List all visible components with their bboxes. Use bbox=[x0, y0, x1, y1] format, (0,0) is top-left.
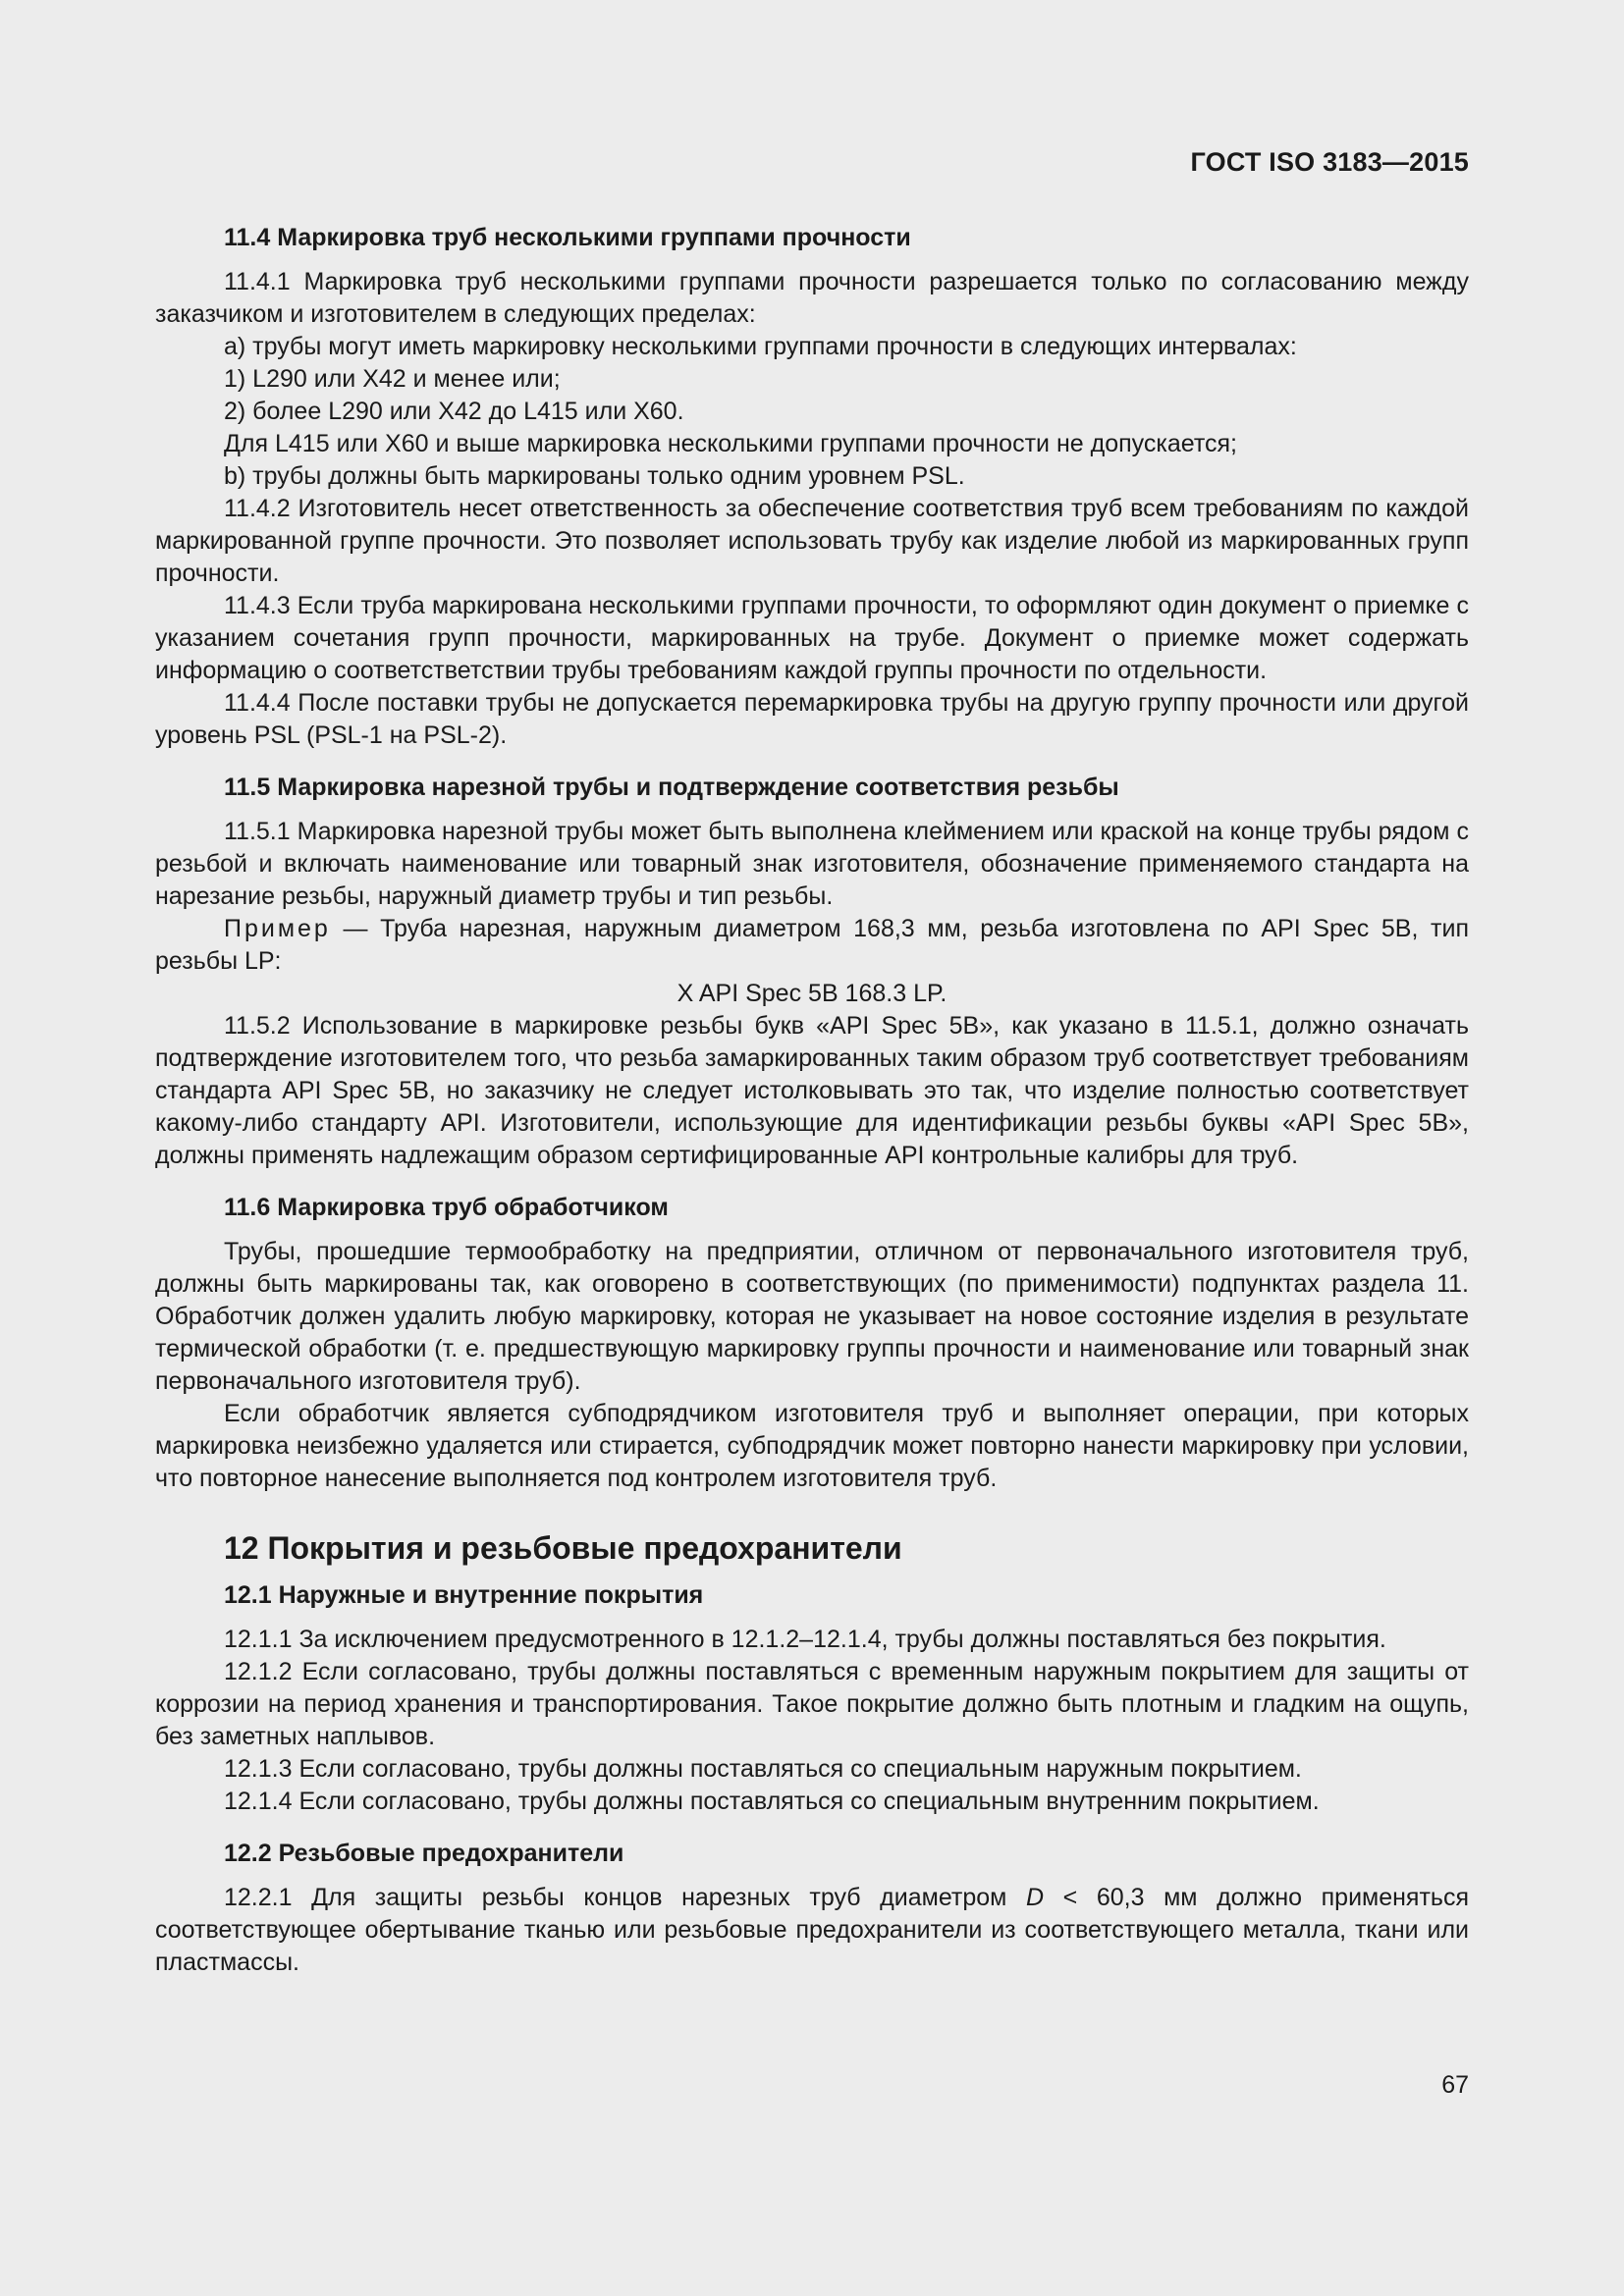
paragraph-12-1-2: 12.1.2 Если согласовано, трубы должны поставляться с временным наружным покрытием для защиты от коррозии на период хранения и транспортирования. Такое покрытие должно быть плотным и гладким на ощупь, без заметных наплывов. bbox=[155, 1658, 1469, 1750]
list-item-a1: 1) L290 или X42 и менее или; bbox=[224, 365, 561, 393]
paragraph-11-6-1: Трубы, прошедшие термообработку на предприятии, отличном от первоначального изготовителя труб, должны быть маркированы так, как оговорено в соответствующих (по применимости) подпунктах раздела 11. Обработчик должен удалить любую маркировку, которая не указывает на новое состояние изделия в результате термической обработки (т. е. предшествующую маркировку группы прочности и наименование или товарный знак первоначального изготовителя труб). bbox=[155, 1238, 1469, 1395]
section-11-5-title: 11.5 Маркировка нарезной трубы и подтверждение соответствия резьбы bbox=[224, 774, 1119, 801]
paragraph-12-1-1: 12.1.1 За исключением предусмотренного в 12.1.2–12.1.4, трубы должны поставляться без покрытия. bbox=[224, 1626, 1386, 1653]
page-content bbox=[155, 222, 1469, 1979]
list-item-b: b) трубы должны быть маркированы только одним уровнем PSL. bbox=[224, 462, 965, 490]
section-12-title: 12 Покрытия и резьбовые предохранители bbox=[224, 1530, 902, 1566]
paragraph-11-4-2: 11.4.2 Изготовитель несет ответственность за обеспечение соответствия труб всем требованиям по каждой маркированной группе прочности. Это позволяет использовать трубу как изделие любой из маркированных групп прочности. bbox=[155, 495, 1469, 587]
example-text: — Труба нарезная, наружным диаметром 168,3 мм, резьба изготовлена по API Spec 5B, тип резьбы LP: bbox=[155, 915, 1469, 975]
example-paragraph bbox=[155, 913, 1469, 978]
variable-d: D bbox=[1025, 1884, 1045, 1911]
example-label: Пример bbox=[224, 915, 331, 942]
paragraph-11-4-1: 11.4.1 Маркировка труб несколькими группами прочности разрешается только по согласованию между заказчиком и изготовителем в следующих пределах: bbox=[155, 268, 1469, 328]
document-header: ГОСТ ISO 3183—2015 bbox=[1190, 147, 1469, 177]
section-11-6-title: 11.6 Маркировка труб обработчиком bbox=[224, 1194, 669, 1221]
paragraph-12-2-1 bbox=[155, 1882, 1469, 1979]
list-item-a2: 2) более L290 или X42 до L415 или X60. bbox=[224, 398, 684, 425]
paragraph-11-4-4: 11.4.4 После поставки трубы не допускается перемаркировка трубы на другую группу прочности или другой уровень PSL (PSL-1 на PSL-2). bbox=[155, 689, 1469, 749]
section-12-1-title: 12.1 Наружные и внутренние покрытия bbox=[224, 1581, 704, 1609]
section-11-4-title: 11.4 Маркировка труб несколькими группами прочности bbox=[224, 224, 911, 251]
paragraph-11-5-1: 11.5.1 Маркировка нарезной трубы может быть выполнена клеймением или краской на конце трубы рядом с резьбой и включать наименование или товарный знак изготовителя, обозначение применяемого стандарта на нарезание резьбы, наружный диаметр трубы и тип резьбы. bbox=[155, 818, 1469, 910]
paragraph-11-4-3: 11.4.3 Если труба маркирована несколькими группами прочности, то оформляют один документ о приемке с указанием сочетания групп прочности, маркированных на трубе. Документ о приемке может содержать информацию о соответстветствии трубы требованиям каждой группы прочности по отдельности. bbox=[155, 592, 1469, 684]
list-item-a: a) трубы могут иметь маркировку несколькими группами прочности в следующих интервалах: bbox=[224, 333, 1297, 360]
paragraph-12-2-1-start: 12.2.1 Для защиты резьбы концов нарезных труб диаметром bbox=[224, 1884, 1026, 1911]
paragraph-12-1-3: 12.1.3 Если согласовано, трубы должны поставляться со специальным наружным покрытием. bbox=[224, 1755, 1302, 1783]
page-number: 67 bbox=[1441, 2071, 1469, 2099]
paragraph-12-2-1-end: < 60,3 мм должно применяться соответствующее обертывание тканью или резьбовые предохранители из соответствующего металла, ткани или пластмассы. bbox=[155, 1884, 1469, 1976]
paragraph-11-5-2: 11.5.2 Использование в маркировке резьбы букв «API Spec 5B», как указано в 11.5.1, должно означать подтверждение изготовителем того, что резьба замаркированных таким образом труб соответствует требованиям стандарта API Spec 5B, но заказчику не следует истолковывать это так, что изделие полностью соответствует какому-либо стандарту API. Изготовители, использующие для идентификации резьбы буквы «API Spec 5B», должны применять надлежащим образом сертифицированные API контрольные калибры для труб. bbox=[155, 1012, 1469, 1169]
paragraph-11-6-2: Если обработчик является субподрядчиком изготовителя труб и выполняет операции, при которых маркировка неизбежно удаляется или стирается, субподрядчик может повторно нанести маркировку при условии, что повторное нанесение выполняется под контролем изготовителя труб. bbox=[155, 1400, 1469, 1492]
section-12-2-title: 12.2 Резьбовые предохранители bbox=[224, 1840, 624, 1867]
paragraph-12-1-4: 12.1.4 Если согласовано, трубы должны поставляться со специальным внутренним покрытием. bbox=[224, 1788, 1320, 1815]
example-code: X API Spec 5B 168.3 LP. bbox=[677, 980, 947, 1007]
list-note: Для L415 или X60 и выше маркировка несколькими группами прочности не допускается; bbox=[224, 430, 1237, 457]
